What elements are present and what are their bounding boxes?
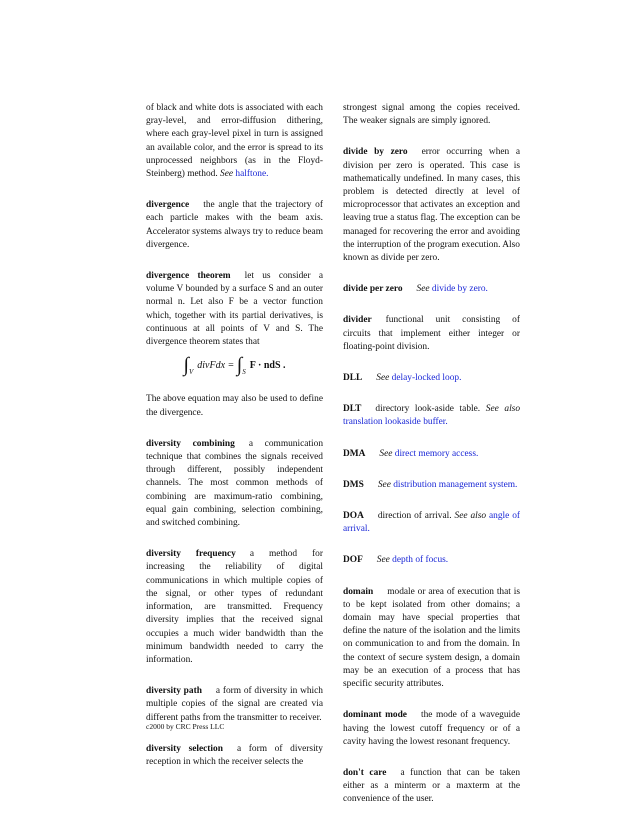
def-divergence: the angle that the trajectory of each particle makes with the beam axis. Accelerator systems always try to reduce beam divergence. [146,200,323,250]
divergence-equation [146,354,323,379]
def-diversity-combining: a communication technique that combines the signals received through different, possibly independent channels. The most common methods of combining are maximum-ratio combining, equal gain combining, selection combining, and switched combining. [146,438,324,529]
term-dlt: DLT [343,404,362,415]
term-dominant-mode: dominant mode [343,710,407,721]
term-dma: DMA [343,448,366,459]
entry-dominant-mode [343,709,520,749]
term-divider: divider [343,315,372,326]
def-domain: modale or area of execution that is to be kept isolated from other domains; a domain may have special properties that define the nature of the isolation and the limits on communication to and from the domain. In the context of secure system design, a domain may be an execution of a process that has specific security attributes. [343,586,520,690]
term-domain: domain [343,586,374,597]
term-divide-by-zero: divide by zero [343,147,408,158]
entry-divide-per-zero [343,283,520,296]
continuation-text: of black and white dots is associated with each gray-level, and error-diffusion dithering, where each gray-level pixel in turn is assigned an available color, and the error is spread to its unprocessed neighbors (as in the Floyd-Steinberg) method. [146,103,323,180]
link-delay-locked-loop[interactable]: delay-locked loop. [391,373,462,384]
entry-diversity-combining [146,438,323,530]
entry-divergence-theorem [146,270,323,420]
term-diversity-selection: diversity selection [146,743,223,754]
integral-subscript-v: V [188,368,194,377]
term-dms: DMS [343,479,364,490]
see-label: See [416,284,430,295]
entry-diversity-frequency [146,548,323,667]
integral-sign: ∫ [183,354,189,377]
term-divergence: divergence [146,200,190,211]
link-angle-of-arrival[interactable]: angle of arrival. [343,511,521,535]
term-diversity-combining: diversity combining [146,438,235,449]
term-dof: DOF [343,555,363,566]
term-diversity-frequency: diversity frequency [146,549,236,560]
integral-sign: ∫ [236,354,243,377]
entry-dlt [343,403,520,429]
see-label: See [379,448,393,459]
term-diversity-path: diversity path [146,686,202,697]
link-divide-by-zero[interactable]: divide by zero. [431,284,488,295]
entry-divide-by-zero [343,146,520,265]
entry-divider [343,314,520,354]
entry-divergence [146,199,323,252]
entry-dma [343,448,520,461]
def-doa: direction of arrival. [377,511,452,522]
def-dont-care: a function that can be taken either as a minterm or a maxterm at the convenience of the user. [343,767,521,805]
entry-continuation [146,102,323,181]
see-also-label: See also [454,511,487,522]
see-also-label: See also [485,404,521,415]
link-translation-lookaside-buffer[interactable]: translation lookaside buffer. [343,417,448,428]
integral-subscript-s: S [242,368,246,377]
link-direct-memory-access[interactable]: direct memory access. [394,448,479,459]
def-dlt: directory look-aside table. [375,404,481,415]
def-diversity-frequency: a method for increasing the reliability of digital communications in which multiple copies of the signal, or other types of redundant information, are transmitted. Frequency diversity implies that the received signal occupies a much wider bandwidth than the minimum bandwidth needed to carry the information. [146,549,323,665]
term-dont-care: don't care [343,767,387,778]
see-label: See [376,373,390,384]
entry-dll [343,372,520,385]
term-doa: DOA [343,511,364,522]
entry-domain [343,586,520,692]
continuation-right-text: strongest signal among the copies received. The weaker signals are simply ignored. [343,103,520,127]
entry-dms [343,479,520,492]
equation-lhs: divFdx = [197,360,237,372]
equation-note: The above equation may also be used to define the divergence. [146,394,323,418]
term-divergence-theorem: divergence theorem [146,271,231,282]
entry-continuation-right [343,102,520,128]
def-diversity-selection: a form of diversity reception in which the receiver selects the [146,743,323,767]
entry-diversity-selection [146,743,323,769]
term-dll: DLL [343,373,363,384]
link-depth-of-focus[interactable]: depth of focus. [392,555,449,566]
equation-rhs: F · ndS . [249,360,286,372]
def-divide-by-zero: error occurring when a division per zero is operated. This case is mathematically undefined. In many cases, this problem is detected directly at level of microprocessor that activates an exception and leaving true a status flag. The exception can be managed for recovering the error and avoiding the interruption of the program execution. Also known as divide per zero. [343,147,520,264]
entry-dof [343,554,520,567]
link-halftone[interactable]: halftone. [235,169,269,180]
see-label: See [220,169,234,180]
right-column [343,102,520,825]
left-column [146,102,323,787]
def-diversity-path: a form of diversity in which multiple copies of the signal are created via different paths from the transmitter to receiver. [146,686,323,723]
see-label: See [376,555,390,566]
entry-dont-care [343,767,520,807]
entry-doa [343,510,520,536]
def-divergence-theorem: let us consider a volume V bounded by a surface S and an outer normal n. Let also F be a vector function which, together with its partial derivatives, is continuous at all points of V and S. The divergence theorem states that [146,271,323,348]
see-label: See [377,479,391,490]
def-dominant-mode: the mode of a waveguide having the lowest cutoff frequency or of a cavity having the lowest resonant frequency. [343,710,520,747]
copyright-footer: c2000 by CRC Press LLC [146,722,225,731]
entry-diversity-path [146,685,323,725]
term-divide-per-zero: divide per zero [343,284,403,295]
link-distribution-management-system[interactable]: distribution management system. [393,479,518,490]
def-divider: functional unit consisting of circuits that implement either integer or floating-point division. [343,315,520,352]
